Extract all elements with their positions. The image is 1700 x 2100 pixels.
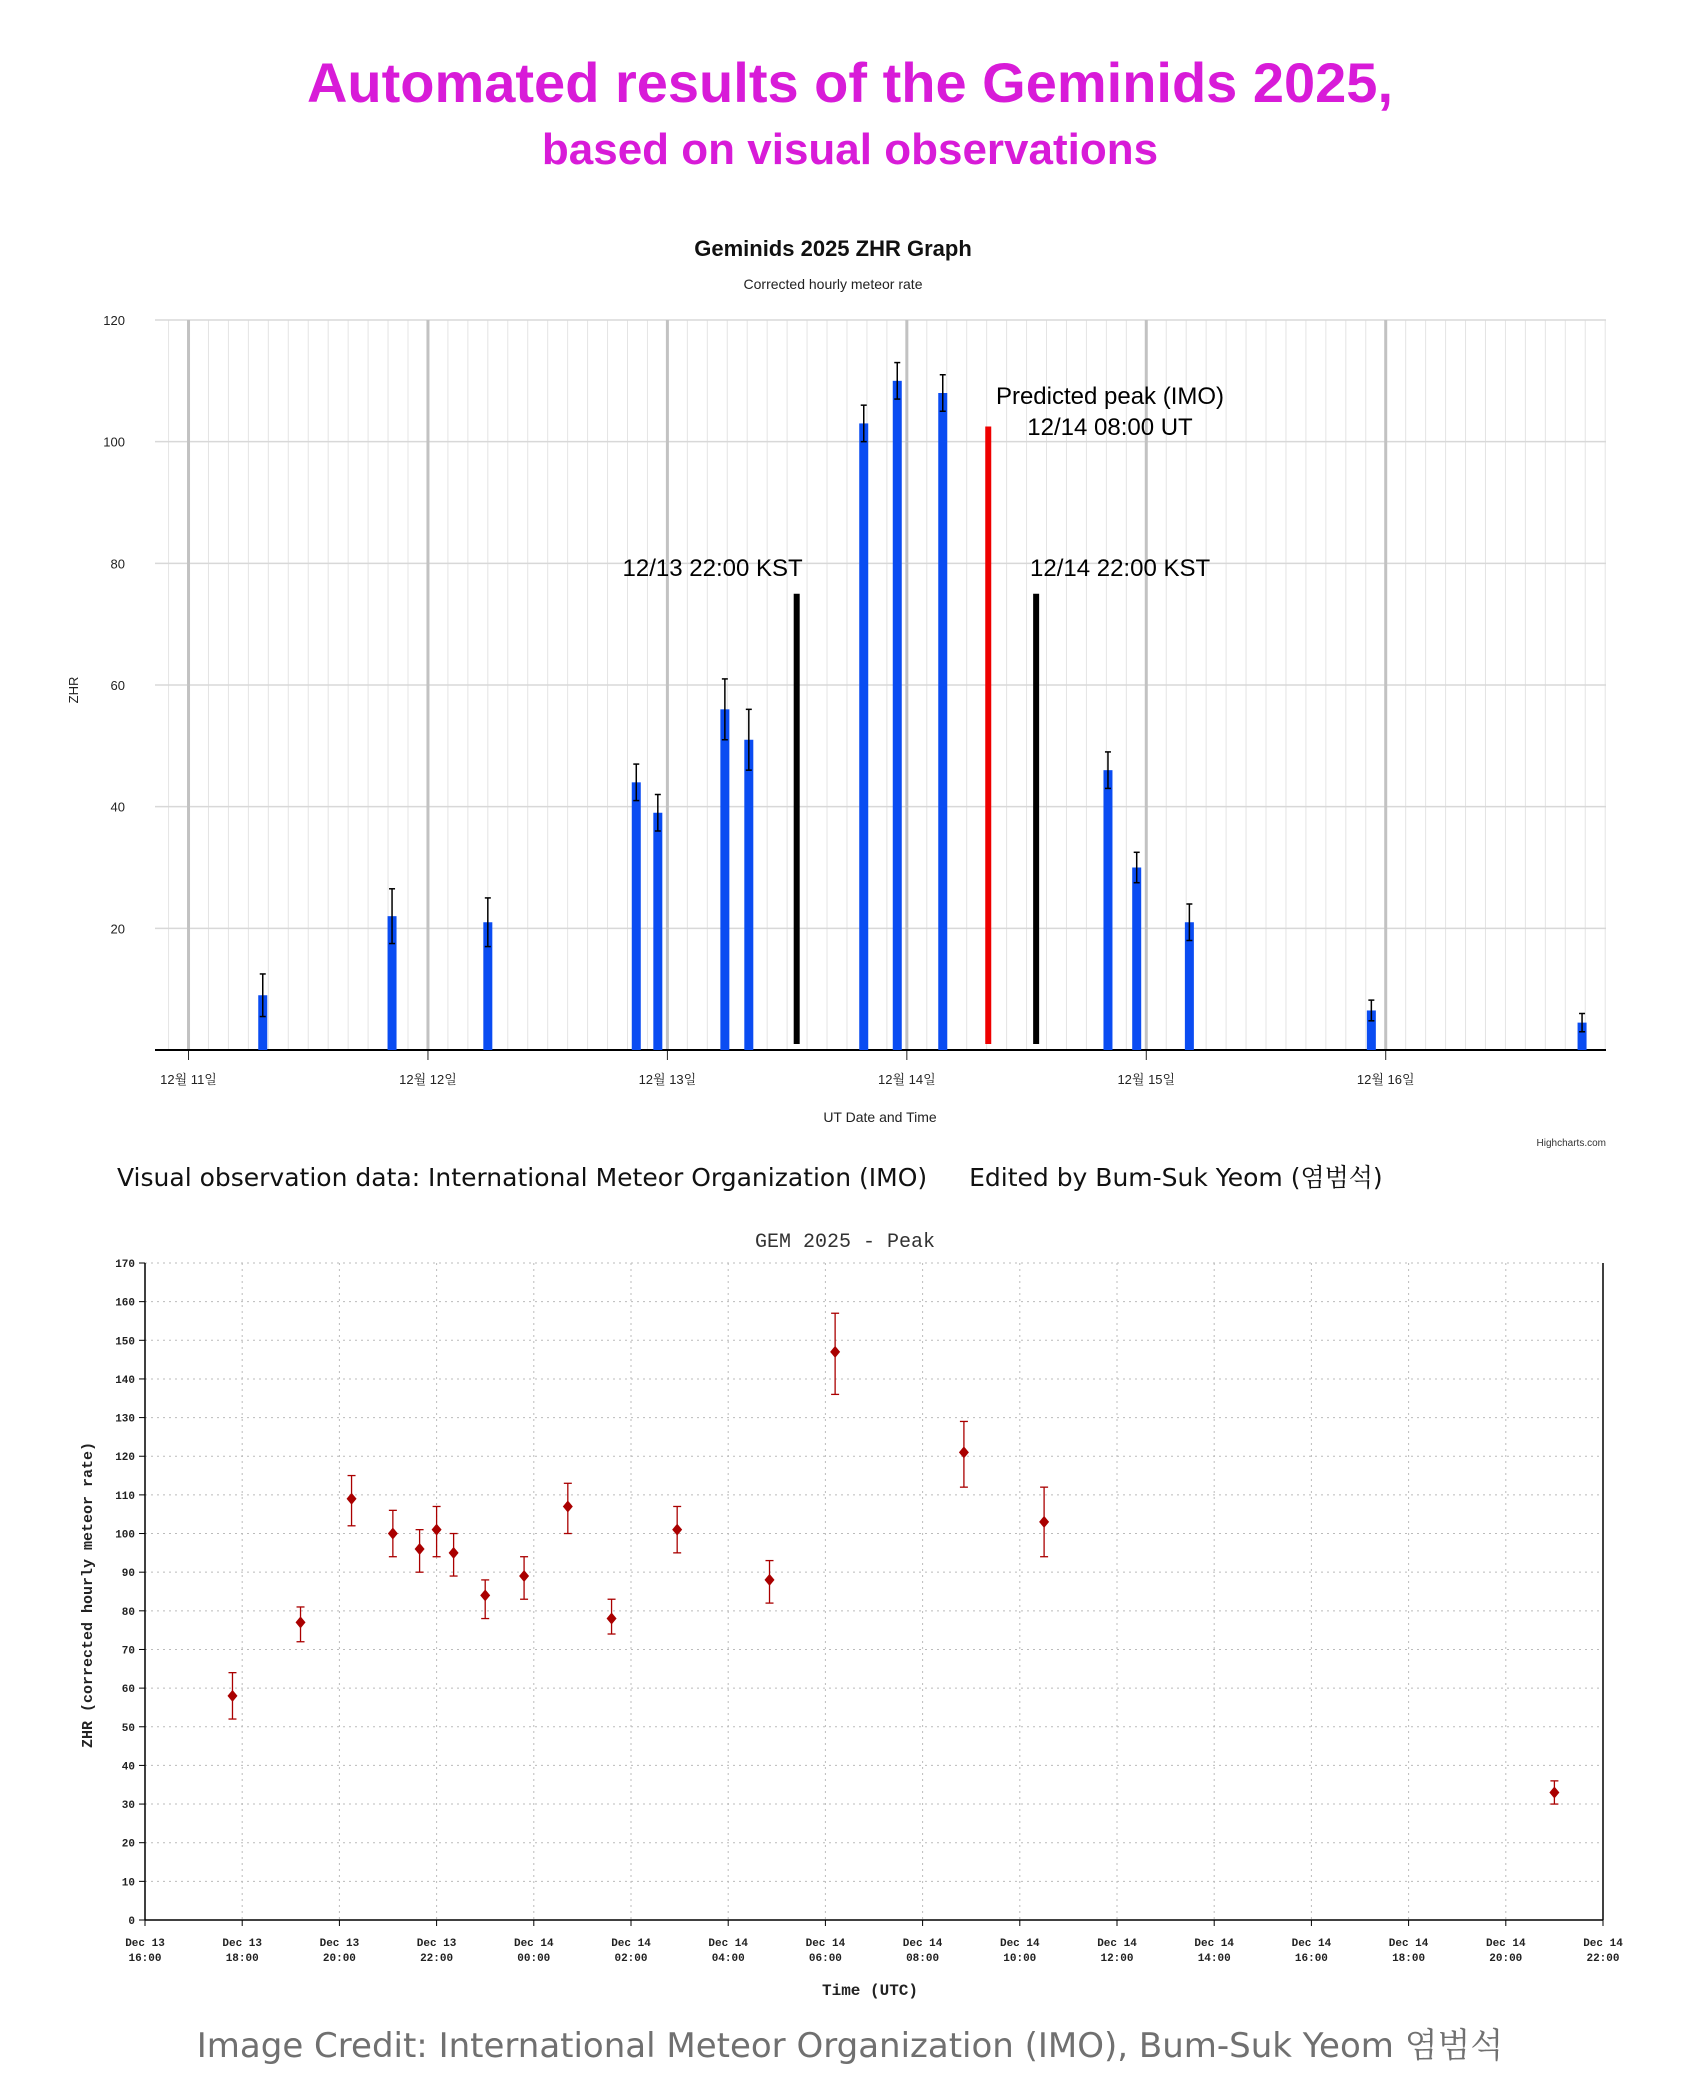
chart1-bar xyxy=(893,381,902,1050)
kst-1214-label: 12/14 22:00 KST xyxy=(1030,555,1211,582)
chart2-y-tick-label: 100 xyxy=(115,1529,135,1542)
chart2-x-tick-label-time: 22:00 xyxy=(1586,1953,1620,1965)
chart2-grid xyxy=(145,1263,1603,1920)
chart2-x-tick-label-time: 22:00 xyxy=(420,1953,454,1965)
chart1-y-axis-label: ZHR xyxy=(66,676,81,704)
chart2-data-point xyxy=(227,1690,237,1702)
chart1-x-tick-label: 12월 11일 xyxy=(160,1072,217,1087)
chart1-y-axis xyxy=(103,313,125,936)
chart2-y-tick-label: 40 xyxy=(121,1761,135,1774)
chart2-x-tick-label-date: Dec 14 xyxy=(902,1938,943,1950)
kst-1213-label: 12/13 22:00 KST xyxy=(622,555,803,582)
page-title: Automated results of the Geminids 2025, xyxy=(306,51,1394,114)
chart1-x-axis xyxy=(155,1050,1606,1087)
chart1-bar xyxy=(744,740,753,1050)
chart2-x-tick-label-time: 08:00 xyxy=(906,1953,940,1965)
chart2-x-tick-label-date: Dec 14 xyxy=(805,1938,846,1950)
chart2-y-tick-label: 110 xyxy=(115,1490,135,1503)
chart2-y-tick-label: 70 xyxy=(121,1645,135,1658)
chart1-title: Geminids 2025 ZHR Graph xyxy=(694,236,972,261)
chart2-x-tick-label-time: 14:00 xyxy=(1197,1953,1231,1965)
chart1-bar xyxy=(859,423,868,1050)
predicted-peak-time-label: 12/14 08:00 UT xyxy=(1027,414,1193,441)
chart2-data-point xyxy=(1039,1516,1049,1528)
chart2-x-tick-label-time: 16:00 xyxy=(1294,1953,1328,1965)
predicted-peak-label: Predicted peak (IMO) xyxy=(995,383,1225,410)
chart2-y-tick-label: 50 xyxy=(121,1722,135,1735)
chart2-data-point xyxy=(607,1613,617,1625)
chart2-y-tick-label: 90 xyxy=(121,1568,135,1581)
chart1-y-tick-label: 80 xyxy=(110,556,125,572)
chart2-x-tick-label-time: 02:00 xyxy=(614,1953,648,1965)
chart2-x-tick-label-date: Dec 13 xyxy=(319,1938,360,1950)
chart2-data-point xyxy=(830,1346,840,1358)
chart2-data-point xyxy=(388,1528,398,1540)
chart2-data-point xyxy=(1549,1786,1559,1798)
chart2-data-point xyxy=(519,1570,529,1582)
chart2-x-tick-label-time: 06:00 xyxy=(808,1953,842,1965)
chart2-y-tick-label: 20 xyxy=(121,1838,135,1851)
chart1-y-tick-label: 120 xyxy=(103,313,125,328)
chart2-y-tick-label: 60 xyxy=(121,1684,135,1697)
chart1-bar xyxy=(720,709,729,1050)
chart2-x-tick-label-time: 04:00 xyxy=(711,1953,745,1965)
chart2-x-tick-label-time: 12:00 xyxy=(1100,1953,1134,1965)
image-credit: Image Credit: International Meteor Organization (IMO), Bum-Suk Yeom 염범석 xyxy=(196,2026,1504,2066)
chart1-x-tick-label: 12월 16일 xyxy=(1356,1072,1415,1087)
chart1-x-axis-label: UT Date and Time xyxy=(823,1109,937,1125)
chart2-data-point xyxy=(563,1500,573,1512)
data-source-credit: Visual observation data: International Meteor Organization (IMO) xyxy=(117,1163,928,1192)
zhr-bar-chart xyxy=(0,300,1700,1150)
gem-peak-scatter-chart xyxy=(0,1225,1700,2015)
chart2-x-tick-label-time: 10:00 xyxy=(1003,1953,1037,1965)
chart2-data-point xyxy=(296,1616,306,1628)
chart1-grid xyxy=(155,320,1606,1050)
chart2-y-axis-label: ZHR (corrected hourly meteor rate) xyxy=(80,1441,97,1749)
chart2-x-tick-label-date: Dec 14 xyxy=(1485,1938,1526,1950)
chart2-x-tick-label-time: 20:00 xyxy=(1489,1953,1523,1965)
chart2-y-tick-label: 80 xyxy=(121,1606,135,1619)
chart2-x-tick-label-date: Dec 13 xyxy=(125,1938,165,1950)
chart2-data-point xyxy=(415,1543,425,1555)
chart1-x-tick-label: 12월 15일 xyxy=(1117,1072,1176,1087)
chart2-x-tick-label-date: Dec 14 xyxy=(1388,1938,1429,1950)
chart1-bar xyxy=(653,813,662,1050)
chart2-x-tick-label-time: 18:00 xyxy=(225,1953,259,1965)
chart2-y-axis xyxy=(115,1259,145,1928)
chart2-x-tick-label-date: Dec 13 xyxy=(222,1938,263,1950)
chart2-x-tick-label-date: Dec 14 xyxy=(1194,1938,1235,1950)
chart2-x-tick-label-time: 16:00 xyxy=(128,1953,162,1965)
chart2-x-axis xyxy=(125,1920,1623,1965)
chart2-data-point xyxy=(765,1574,775,1586)
page-subtitle: based on visual observations xyxy=(541,125,1159,174)
chart1-subtitle: Corrected hourly meteor rate xyxy=(743,276,923,292)
chart1-bar xyxy=(938,393,947,1050)
chart1-bar xyxy=(632,782,641,1050)
edited-by-credit: Edited by Bum-Suk Yeom (염범석) xyxy=(969,1163,1383,1192)
chart2-y-tick-label: 30 xyxy=(121,1800,135,1813)
chart2-x-tick-label-date: Dec 14 xyxy=(1583,1938,1623,1950)
chart1-x-tick-label: 12월 14일 xyxy=(878,1072,936,1087)
chart1-y-tick-label: 100 xyxy=(103,434,125,450)
chart2-x-axis-label: Time (UTC) xyxy=(821,1982,919,2000)
chart2-x-tick-label-date: Dec 14 xyxy=(708,1938,749,1950)
chart2-data-point xyxy=(480,1589,490,1601)
chart2-x-tick-label-time: 00:00 xyxy=(517,1953,551,1965)
chart2-y-tick-label: 170 xyxy=(115,1259,135,1271)
chart2-y-tick-label: 160 xyxy=(115,1297,135,1310)
chart2-y-tick-label: 130 xyxy=(115,1413,135,1426)
chart1-x-tick-label: 12월 12일 xyxy=(399,1072,457,1087)
chart2-x-tick-label-time: 20:00 xyxy=(322,1953,356,1965)
chart2-x-tick-label-date: Dec 14 xyxy=(999,1938,1040,1950)
chart2-x-tick-label-date: Dec 14 xyxy=(1291,1938,1332,1950)
chart2-title: GEM 2025 - Peak xyxy=(754,1231,936,1254)
chart1-bar xyxy=(1185,922,1194,1050)
chart2-x-tick-label-date: Dec 14 xyxy=(1097,1938,1137,1950)
chart1-bar xyxy=(1132,868,1141,1051)
chart2-y-tick-label: 140 xyxy=(115,1374,135,1387)
chart1-y-tick-label: 20 xyxy=(110,921,125,937)
chart2-y-tick-label: 150 xyxy=(115,1336,135,1349)
chart2-y-tick-label: 10 xyxy=(121,1877,135,1890)
chart1-x-tick-label: 12월 13일 xyxy=(638,1072,697,1087)
chart2-points xyxy=(227,1313,1559,1804)
chart1-bars xyxy=(258,363,1586,1050)
chart2-x-tick-label-date: Dec 14 xyxy=(513,1938,554,1950)
chart2-y-tick-label: 120 xyxy=(115,1452,135,1465)
chart1-y-tick-label: 40 xyxy=(110,799,125,815)
chart2-x-tick-label-date: Dec 14 xyxy=(611,1938,651,1950)
chart1-bar xyxy=(1103,770,1112,1050)
highcharts-credit: Highcharts.com xyxy=(1536,1138,1606,1149)
chart2-data-point xyxy=(449,1547,459,1559)
chart2-x-tick-label-date: Dec 13 xyxy=(416,1938,457,1950)
data-credit-row xyxy=(117,1158,1383,1194)
chart1-y-tick-label: 60 xyxy=(110,678,125,693)
chart2-x-tick-label-time: 18:00 xyxy=(1392,1953,1426,1965)
chart2-y-tick-label: 0 xyxy=(128,1916,135,1928)
